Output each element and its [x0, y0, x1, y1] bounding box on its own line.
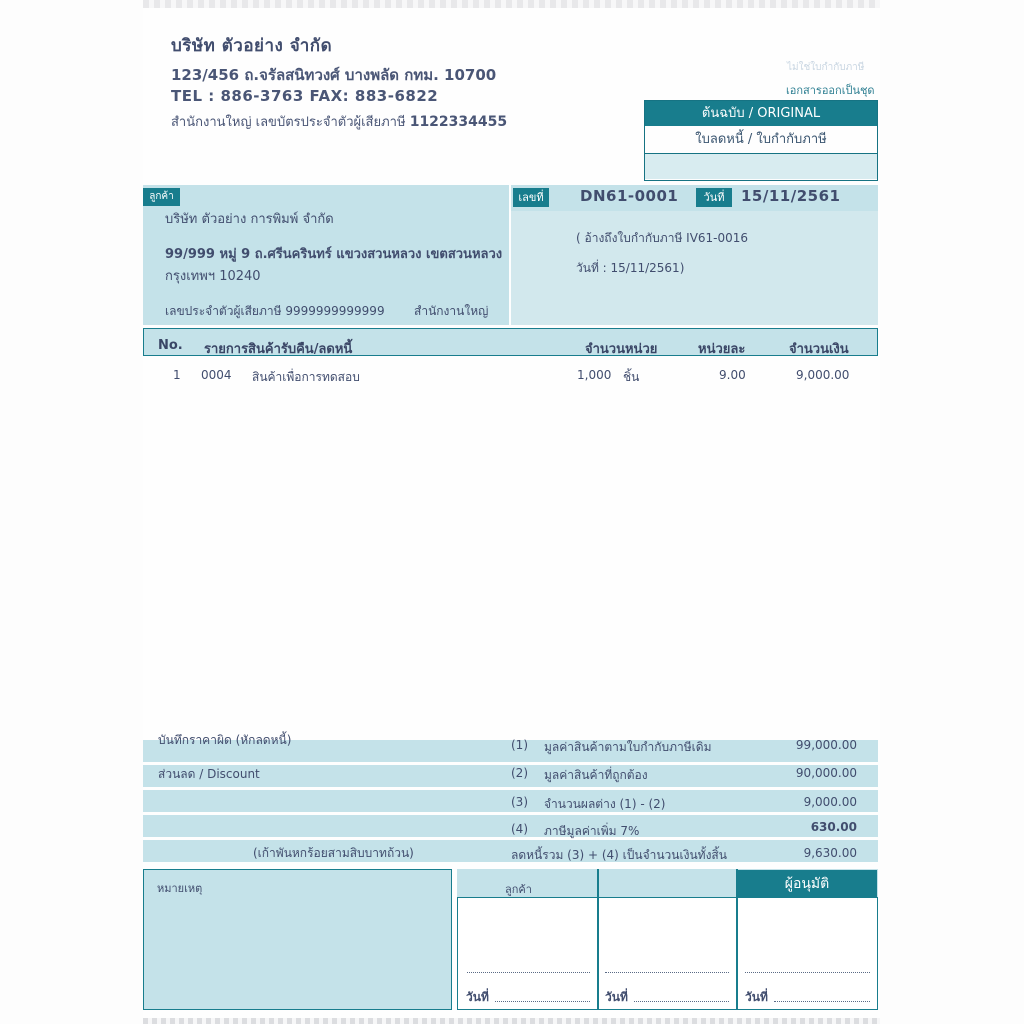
summary-num-2: (2)	[511, 766, 528, 780]
approver-sign-date[interactable]	[745, 988, 768, 1007]
middle-signature-line[interactable]	[605, 972, 729, 973]
company-phone: TEL : 886-3763 FAX: 883-6822	[171, 87, 439, 105]
summary-value-4: 630.00	[810, 820, 857, 834]
company-tax-label: สำนักงานใหญ่ เลขบัตรประจำตัวผู้เสียภาษี	[171, 115, 406, 130]
approver-label: ผู้อนุมัติ	[737, 870, 877, 898]
approver-date-label: วันที่	[745, 990, 768, 1004]
row-amount: 9,000.00	[796, 368, 850, 382]
doc-number: DN61-0001	[580, 187, 679, 205]
summary-value-1: 99,000.00	[795, 738, 857, 752]
summary-label-total: ลดหนี้รวม (3) + (4) เป็นจำนวนเงินทั้งสิ้น	[511, 848, 727, 862]
summary-value-3: 9,000.00	[803, 795, 857, 809]
col-header-unit-price: หน่วยละ	[698, 342, 746, 357]
doc-number-tag: เลขที่	[513, 188, 549, 207]
discount-note: ส่วนลด / Discount	[158, 767, 260, 781]
customer-branch: สำนักงานใหญ่	[414, 304, 489, 318]
paper-bottom-edge	[143, 1018, 880, 1024]
summary-num-3: (3)	[511, 795, 528, 809]
customer-address-line1: 99/999 หมู่ 9 ถ.ศรีนครินทร์ แขวงสวนหลวง เขตสวนหลวง	[165, 247, 503, 262]
row-unit-price: 9.00	[719, 368, 746, 382]
col-header-qty: จำนวนหน่วย	[585, 342, 658, 357]
customer-sign-date[interactable]	[466, 988, 489, 1007]
summary-label-2: มูลค่าสินค้าที่ถูกต้อง	[544, 768, 648, 782]
approver-date-line[interactable]	[774, 1001, 870, 1002]
customer-date-line[interactable]	[495, 1001, 590, 1002]
reference-date: วันที่ : 15/11/2561)	[576, 261, 685, 275]
summary-value-2: 90,000.00	[795, 766, 857, 780]
middle-sign-date[interactable]	[605, 988, 628, 1007]
customer-sign-label: ลูกค้า	[505, 883, 532, 896]
customer-tax-id: เลขประจำตัวผู้เสียภาษี 9999999999999	[165, 304, 385, 318]
document-set-note: เอกสารออกเป็นชุด	[786, 84, 875, 97]
doc-date-tag: วันที่	[696, 188, 732, 207]
company-tax-id: 1122334455	[409, 114, 508, 130]
company-name: บริษัท ตัวอย่าง จำกัด	[171, 36, 333, 56]
summary-label-4: ภาษีมูลค่าเพิ่ม 7%	[544, 824, 640, 838]
summary-num-1: (1)	[511, 738, 528, 752]
customer-date-label: วันที่	[466, 990, 489, 1004]
row-description: สินค้าเพื่อการทดสอบ	[252, 370, 360, 384]
middle-date-label: วันที่	[605, 990, 628, 1004]
original-title: ต้นฉบับ / ORIGINAL	[645, 101, 877, 126]
document-type: ใบลดหนี้ / ใบกำกับภาษี	[645, 126, 877, 154]
amount-in-words: (เก้าพันหกร้อยสามสิบบาทถ้วน)	[253, 846, 414, 860]
summary-label-1: มูลค่าสินค้าตามใบกำกับภาษีเดิม	[544, 740, 712, 754]
company-address: 123/456 ถ.จรัลสนิทวงศ์ บางพลัด กทม. 10700	[171, 66, 497, 84]
remarks-label: หมายเหตุ	[157, 882, 203, 895]
summary-value-total: 9,630.00	[803, 846, 857, 860]
reference-invoice: ( อ้างถึงใบกำกับภาษี IV61-0016	[576, 231, 749, 245]
col-header-item: รายการสินค้ารับคืน/ลดหนี้	[204, 342, 353, 357]
col-header-no: No.	[158, 338, 183, 353]
approver-signature-line[interactable]	[745, 972, 870, 973]
paper-top-edge	[143, 0, 880, 8]
original-box	[644, 100, 878, 181]
row-unit: ชิ้น	[623, 370, 640, 384]
col-header-amount: จำนวนเงิน	[789, 342, 849, 357]
doc-date: 15/11/2561	[741, 187, 841, 205]
middle-date-line[interactable]	[634, 1001, 729, 1002]
customer-name: บริษัท ตัวอย่าง การพิมพ์ จำกัด	[165, 212, 334, 227]
summary-num-4: (4)	[511, 822, 528, 836]
customer-address-line2: กรุงเทพฯ 10240	[165, 269, 261, 284]
price-correction-note: บันทึกราคาผิด (หักลดหนี้)	[158, 733, 292, 747]
row-code: 0004	[201, 368, 232, 382]
not-tax-invoice-note: ไม่ใช่ใบกำกับภาษี	[787, 62, 865, 73]
signature-divider-1	[597, 869, 599, 1010]
company-tax-line	[171, 111, 507, 132]
row-qty: 1,000	[577, 368, 612, 382]
original-blank-row	[645, 154, 877, 179]
summary-label-3: จำนวนผลต่าง (1) - (2)	[544, 797, 666, 811]
customer-tag: ลูกค้า	[143, 188, 180, 206]
customer-signature-line[interactable]	[467, 972, 590, 973]
row-no: 1	[173, 368, 181, 382]
